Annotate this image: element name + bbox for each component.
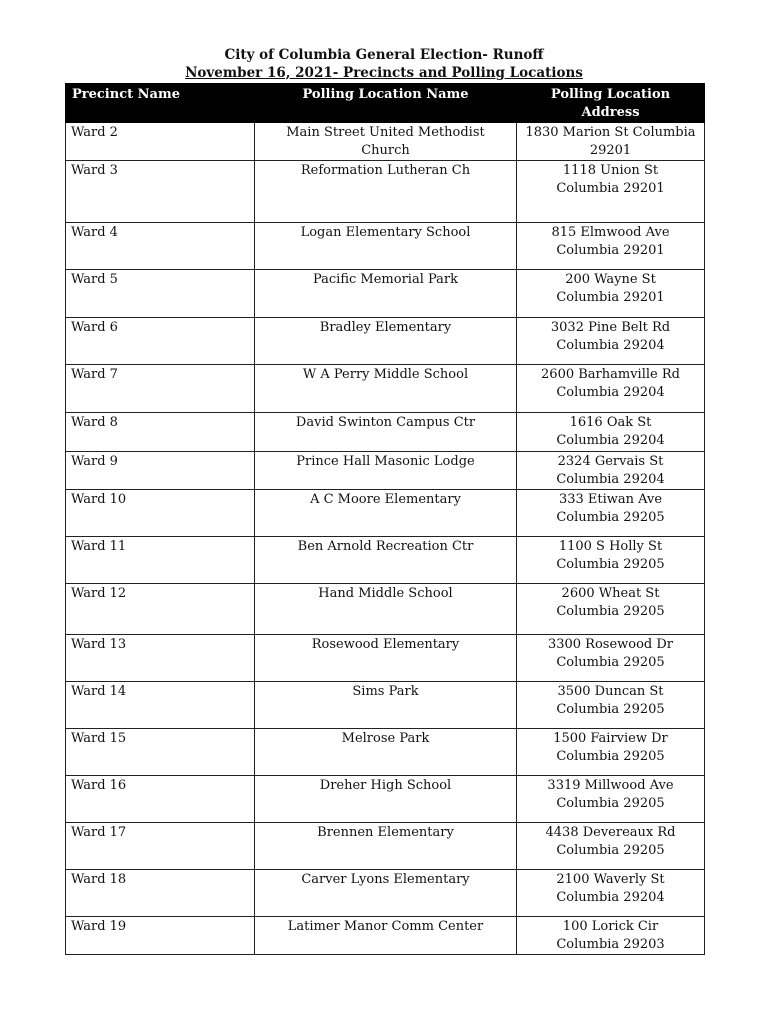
- table-row: [66, 413, 705, 452]
- address-line-1: 2600 Barhamville Rd: [541, 367, 680, 382]
- precinct-name-cell: Ward 9: [66, 452, 255, 490]
- table-row: [66, 682, 705, 729]
- address-line-2: Columbia 29204: [556, 433, 665, 448]
- precinct-name-cell: Ward 7: [66, 365, 255, 413]
- address-line-2: Columbia 29205: [556, 655, 665, 670]
- address-line-2: Columbia 29205: [556, 604, 665, 619]
- precinct-name-cell: Ward 16: [66, 776, 255, 823]
- address-line-2: Columbia 29201: [556, 243, 665, 258]
- polling-location-address-cell: [517, 537, 705, 584]
- precinct-name-cell: Ward 14: [66, 682, 255, 729]
- header-row: [66, 84, 705, 123]
- precinct-name-cell: Ward 5: [66, 270, 255, 318]
- polling-location-name-cell: Logan Elementary School: [255, 223, 517, 270]
- address-line-1: 333 Etiwan Ave: [558, 492, 663, 507]
- polling-location-address-cell: [517, 870, 705, 917]
- address-line-2: Columbia 29205: [556, 749, 665, 764]
- table-row: [66, 823, 705, 870]
- table-row: [66, 729, 705, 776]
- table-row: [66, 870, 705, 917]
- polling-location-name-cell: Prince Hall Masonic Lodge: [255, 452, 517, 490]
- address-line-1: 2100 Waverly St: [556, 872, 665, 887]
- polling-location-name-cell: Bradley Elementary: [255, 318, 517, 365]
- table-row: [66, 490, 705, 537]
- polling-location-address-cell: [517, 270, 705, 318]
- precinct-name-cell: Ward 18: [66, 870, 255, 917]
- polling-location-address-cell: [517, 776, 705, 823]
- precinct-name-cell: Ward 13: [66, 635, 255, 682]
- polling-location-address-cell: [517, 823, 705, 870]
- polling-location-name-cell: Ben Arnold Recreation Ctr: [255, 537, 517, 584]
- polling-location-name-cell: A C Moore Elementary: [255, 490, 517, 537]
- address-line-1: 3500 Duncan St: [557, 684, 664, 699]
- address-line-2: Columbia 29205: [556, 843, 665, 858]
- polling-location-name-cell: Hand Middle School: [255, 584, 517, 635]
- title-line-2: November 16, 2021- Precincts and Polling Locations: [185, 65, 583, 81]
- polling-location-name-cell: Carver Lyons Elementary: [255, 870, 517, 917]
- address-line-1: 2600 Wheat St: [561, 586, 660, 601]
- polling-location-name-cell: Melrose Park: [255, 729, 517, 776]
- polling-location-address-cell: [517, 682, 705, 729]
- address-line-1: 2324 Gervais St: [557, 454, 664, 469]
- polling-location-address-cell: [517, 223, 705, 270]
- header-polling-location-name: Polling Location Name: [255, 84, 517, 123]
- address-line-1: 200 Wayne St: [565, 272, 656, 287]
- polling-location-name-cell: Main Street United Methodist Church: [255, 123, 517, 161]
- address-line-1: 1830 Marion St Columbia: [525, 125, 696, 140]
- address-line-1: 3032 Pine Belt Rd: [550, 320, 671, 335]
- address-line-1: 1616 Oak St: [569, 415, 652, 430]
- polling-location-name-cell: Brennen Elementary: [255, 823, 517, 870]
- table-body: [66, 123, 705, 955]
- address-line-1: 3319 Millwood Ave: [547, 778, 674, 793]
- table-row: [66, 223, 705, 270]
- polling-location-address-cell: [517, 729, 705, 776]
- polling-location-address-cell: [517, 318, 705, 365]
- table-row: [66, 584, 705, 635]
- address-line-1: 1500 Fairview Dr: [553, 731, 668, 746]
- address-line-2: Columbia 29204: [556, 890, 665, 905]
- table-row: [66, 123, 705, 161]
- polling-location-address-cell: [517, 161, 705, 223]
- address-line-2: Columbia 29205: [556, 557, 665, 572]
- address-line-2: Columbia 29204: [556, 338, 665, 353]
- table-row: [66, 161, 705, 223]
- address-line-2: Columbia 29201: [556, 181, 665, 196]
- address-line-1: 4438 Devereaux Rd: [545, 825, 676, 840]
- polling-location-name-cell: Sims Park: [255, 682, 517, 729]
- address-line-2: Columbia 29205: [556, 702, 665, 717]
- precinct-name-cell: Ward 6: [66, 318, 255, 365]
- polling-location-address-cell: [517, 490, 705, 537]
- table-row: [66, 270, 705, 318]
- polling-location-address-cell: [517, 917, 705, 955]
- address-line-1: 3300 Rosewood Dr: [547, 637, 674, 652]
- polling-location-address-cell: [517, 452, 705, 490]
- table-row: [66, 365, 705, 413]
- address-line-2: Columbia 29204: [556, 385, 665, 400]
- polling-location-address-cell: [517, 584, 705, 635]
- polling-location-address-cell: [517, 365, 705, 413]
- precinct-name-cell: Ward 15: [66, 729, 255, 776]
- polling-location-name-cell: W A Perry Middle School: [255, 365, 517, 413]
- address-line-1: 1100 S Holly St: [558, 539, 663, 554]
- address-line-2: 29201: [589, 143, 632, 158]
- table-row: [66, 318, 705, 365]
- address-line-2: Columbia 29205: [556, 796, 665, 811]
- polling-location-address-cell: [517, 413, 705, 452]
- precinct-name-cell: Ward 11: [66, 537, 255, 584]
- precinct-name-cell: Ward 12: [66, 584, 255, 635]
- header-polling-location-address: Polling Location Address: [517, 84, 705, 123]
- polling-location-name-cell: Rosewood Elementary: [255, 635, 517, 682]
- address-line-2: Columbia 29201: [556, 290, 665, 305]
- table-row: [66, 537, 705, 584]
- precinct-name-cell: Ward 10: [66, 490, 255, 537]
- precinct-name-cell: Ward 3: [66, 161, 255, 223]
- precincts-table: [65, 83, 705, 955]
- address-line-2: Columbia 29203: [556, 937, 665, 952]
- precinct-name-cell: Ward 2: [66, 123, 255, 161]
- polling-location-address-cell: [517, 635, 705, 682]
- header-precinct-name: Precinct Name: [66, 84, 255, 123]
- address-line-2: Columbia 29204: [556, 472, 665, 487]
- table-row: [66, 635, 705, 682]
- polling-location-name-cell: David Swinton Campus Ctr: [255, 413, 517, 452]
- document-title: [0, 46, 768, 82]
- polling-location-address-cell: [517, 123, 705, 161]
- address-line-1: 815 Elmwood Ave: [551, 225, 670, 240]
- precinct-name-cell: Ward 17: [66, 823, 255, 870]
- table-header: [66, 84, 705, 123]
- polling-location-name-cell: Latimer Manor Comm Center: [255, 917, 517, 955]
- address-line-1: 100 Lorick Cir: [562, 919, 659, 934]
- polling-location-name-cell: Reformation Lutheran Ch: [255, 161, 517, 223]
- polling-location-name-cell: Dreher High School: [255, 776, 517, 823]
- address-line-1: 1118 Union St: [562, 163, 659, 178]
- polling-location-name-cell: Pacific Memorial Park: [255, 270, 517, 318]
- address-line-2: Columbia 29205: [556, 510, 665, 525]
- precinct-name-cell: Ward 4: [66, 223, 255, 270]
- title-line-1: City of Columbia General Election- Runoff: [224, 47, 544, 63]
- table-row: [66, 917, 705, 955]
- precinct-name-cell: Ward 8: [66, 413, 255, 452]
- table-row: [66, 452, 705, 490]
- table-row: [66, 776, 705, 823]
- precinct-name-cell: Ward 19: [66, 917, 255, 955]
